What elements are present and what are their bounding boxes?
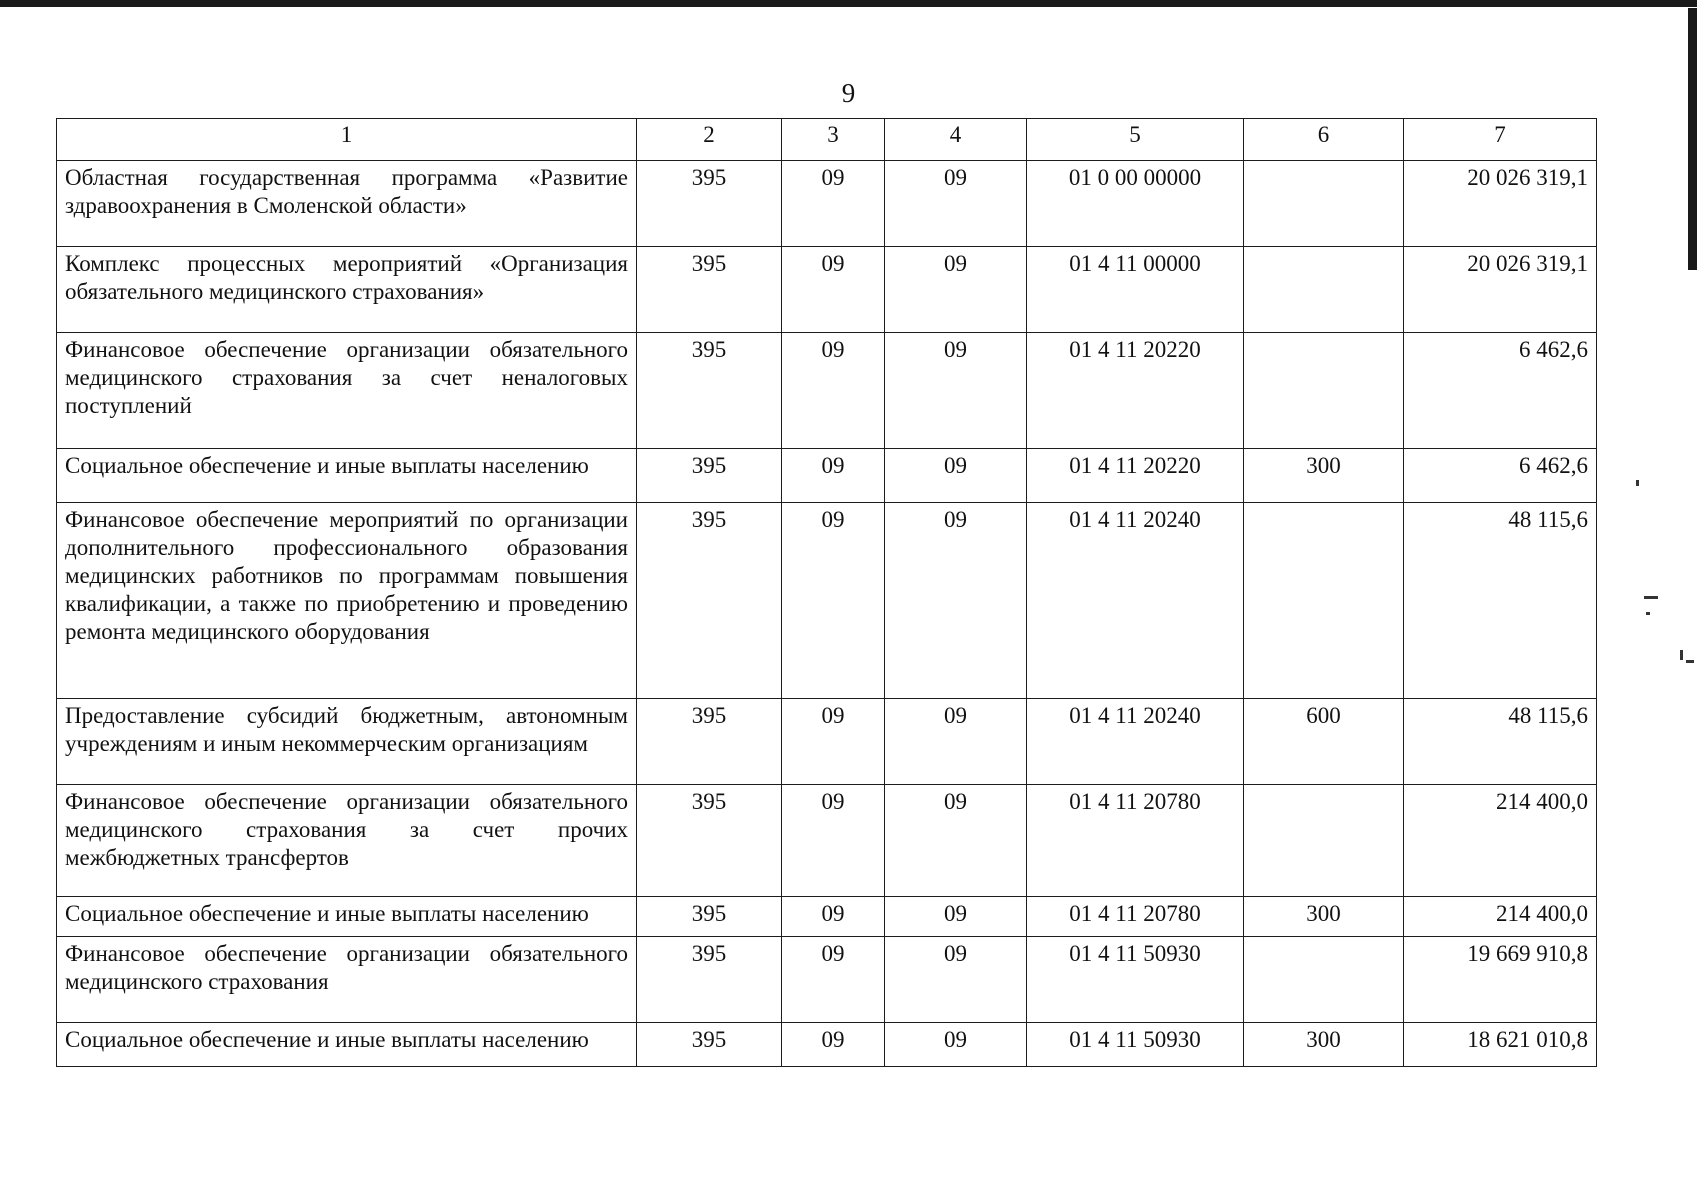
row-name: Предоставление субсидий бюджетным, автономным учреждениям и иным некоммерческим организациям bbox=[57, 699, 637, 785]
header-cell: 1 bbox=[57, 119, 637, 161]
cell-expense-type bbox=[1244, 161, 1404, 247]
cell-section: 09 bbox=[782, 333, 885, 449]
table-row bbox=[57, 1023, 1597, 1067]
cell-amount: 18 621 010,8 bbox=[1404, 1023, 1597, 1067]
cell-admin-code: 395 bbox=[637, 785, 782, 897]
table-row bbox=[57, 897, 1597, 937]
cell-expense-type: 300 bbox=[1244, 449, 1404, 503]
cell-subsection: 09 bbox=[885, 937, 1027, 1023]
cell-subsection: 09 bbox=[885, 699, 1027, 785]
cell-expense-type bbox=[1244, 937, 1404, 1023]
cell-amount: 19 669 910,8 bbox=[1404, 937, 1597, 1023]
cell-amount: 6 462,6 bbox=[1404, 333, 1597, 449]
cell-section: 09 bbox=[782, 699, 885, 785]
row-name: Социальное обеспечение и иные выплаты населению bbox=[57, 897, 637, 937]
cell-amount: 214 400,0 bbox=[1404, 897, 1597, 937]
table-row bbox=[57, 503, 1597, 699]
cell-subsection: 09 bbox=[885, 333, 1027, 449]
cell-admin-code: 395 bbox=[637, 333, 782, 449]
cell-amount: 48 115,6 bbox=[1404, 699, 1597, 785]
header-row bbox=[57, 119, 1597, 161]
cell-subsection: 09 bbox=[885, 247, 1027, 333]
table-row bbox=[57, 449, 1597, 503]
cell-admin-code: 395 bbox=[637, 449, 782, 503]
cell-admin-code: 395 bbox=[637, 1023, 782, 1067]
cell-section: 09 bbox=[782, 897, 885, 937]
cell-section: 09 bbox=[782, 161, 885, 247]
cell-amount: 20 026 319,1 bbox=[1404, 247, 1597, 333]
cell-section: 09 bbox=[782, 937, 885, 1023]
cell-amount: 48 115,6 bbox=[1404, 503, 1597, 699]
table-row bbox=[57, 247, 1597, 333]
cell-subsection: 09 bbox=[885, 449, 1027, 503]
header-cell: 3 bbox=[782, 119, 885, 161]
row-name: Областная государственная программа «Развитие здравоохранения в Смоленской области» bbox=[57, 161, 637, 247]
cell-amount: 6 462,6 bbox=[1404, 449, 1597, 503]
row-name: Финансовое обеспечение мероприятий по организации дополнительного профессионального образования медицинских работников по программам повышения квалификации, а также по приобретению и проведению ремонта медицинского оборудования bbox=[57, 503, 637, 699]
cell-admin-code: 395 bbox=[637, 897, 782, 937]
row-name: Социальное обеспечение и иные выплаты населению bbox=[57, 449, 637, 503]
cell-amount: 20 026 319,1 bbox=[1404, 161, 1597, 247]
cell-expense-type: 600 bbox=[1244, 699, 1404, 785]
cell-expense-type: 300 bbox=[1244, 897, 1404, 937]
cell-expense-type: 300 bbox=[1244, 1023, 1404, 1067]
cell-subsection: 09 bbox=[885, 161, 1027, 247]
budget-table bbox=[56, 118, 1597, 1067]
header-cell: 2 bbox=[637, 119, 782, 161]
table-row bbox=[57, 937, 1597, 1023]
cell-target-code: 01 4 11 20240 bbox=[1027, 503, 1244, 699]
cell-target-code: 01 4 11 20220 bbox=[1027, 449, 1244, 503]
table-row bbox=[57, 333, 1597, 449]
cell-target-code: 01 4 11 20780 bbox=[1027, 785, 1244, 897]
scan-right-border bbox=[1688, 8, 1697, 270]
row-name: Комплекс процессных мероприятий «Организация обязательного медицинского страхования» bbox=[57, 247, 637, 333]
cell-target-code: 01 4 11 20220 bbox=[1027, 333, 1244, 449]
cell-subsection: 09 bbox=[885, 897, 1027, 937]
cell-target-code: 01 4 11 20780 bbox=[1027, 897, 1244, 937]
cell-subsection: 09 bbox=[885, 785, 1027, 897]
cell-target-code: 01 4 11 50930 bbox=[1027, 937, 1244, 1023]
table-row bbox=[57, 699, 1597, 785]
scan-artifact bbox=[1636, 480, 1639, 486]
cell-admin-code: 395 bbox=[637, 247, 782, 333]
table-row bbox=[57, 785, 1597, 897]
cell-section: 09 bbox=[782, 1023, 885, 1067]
row-name: Финансовое обеспечение организации обязательного медицинского страхования за счет прочих межбюджетных трансфертов bbox=[57, 785, 637, 897]
cell-target-code: 01 4 11 20240 bbox=[1027, 699, 1244, 785]
cell-admin-code: 395 bbox=[637, 937, 782, 1023]
table-row bbox=[57, 161, 1597, 247]
row-name: Финансовое обеспечение организации обязательного медицинского страхования bbox=[57, 937, 637, 1023]
cell-admin-code: 395 bbox=[637, 699, 782, 785]
cell-expense-type bbox=[1244, 503, 1404, 699]
cell-expense-type bbox=[1244, 333, 1404, 449]
cell-subsection: 09 bbox=[885, 503, 1027, 699]
scan-top-border bbox=[0, 0, 1697, 7]
scan-artifact bbox=[1644, 596, 1658, 599]
header-cell: 4 bbox=[885, 119, 1027, 161]
scan-artifact bbox=[1680, 650, 1683, 660]
page-number: 9 bbox=[841, 78, 856, 108]
scan-artifact bbox=[1646, 612, 1650, 615]
cell-section: 09 bbox=[782, 785, 885, 897]
scan-artifact bbox=[1686, 660, 1694, 663]
cell-target-code: 01 0 00 00000 bbox=[1027, 161, 1244, 247]
header-cell: 7 bbox=[1404, 119, 1597, 161]
row-name: Финансовое обеспечение организации обязательного медицинского страхования за счет неналоговых поступлений bbox=[57, 333, 637, 449]
cell-admin-code: 395 bbox=[637, 503, 782, 699]
cell-target-code: 01 4 11 00000 bbox=[1027, 247, 1244, 333]
cell-admin-code: 395 bbox=[637, 161, 782, 247]
row-name: Социальное обеспечение и иные выплаты населению bbox=[57, 1023, 637, 1067]
cell-section: 09 bbox=[782, 503, 885, 699]
header-cell: 6 bbox=[1244, 119, 1404, 161]
cell-subsection: 09 bbox=[885, 1023, 1027, 1067]
cell-section: 09 bbox=[782, 247, 885, 333]
header-cell: 5 bbox=[1027, 119, 1244, 161]
cell-target-code: 01 4 11 50930 bbox=[1027, 1023, 1244, 1067]
cell-expense-type bbox=[1244, 785, 1404, 897]
cell-expense-type bbox=[1244, 247, 1404, 333]
cell-amount: 214 400,0 bbox=[1404, 785, 1597, 897]
cell-section: 09 bbox=[782, 449, 885, 503]
